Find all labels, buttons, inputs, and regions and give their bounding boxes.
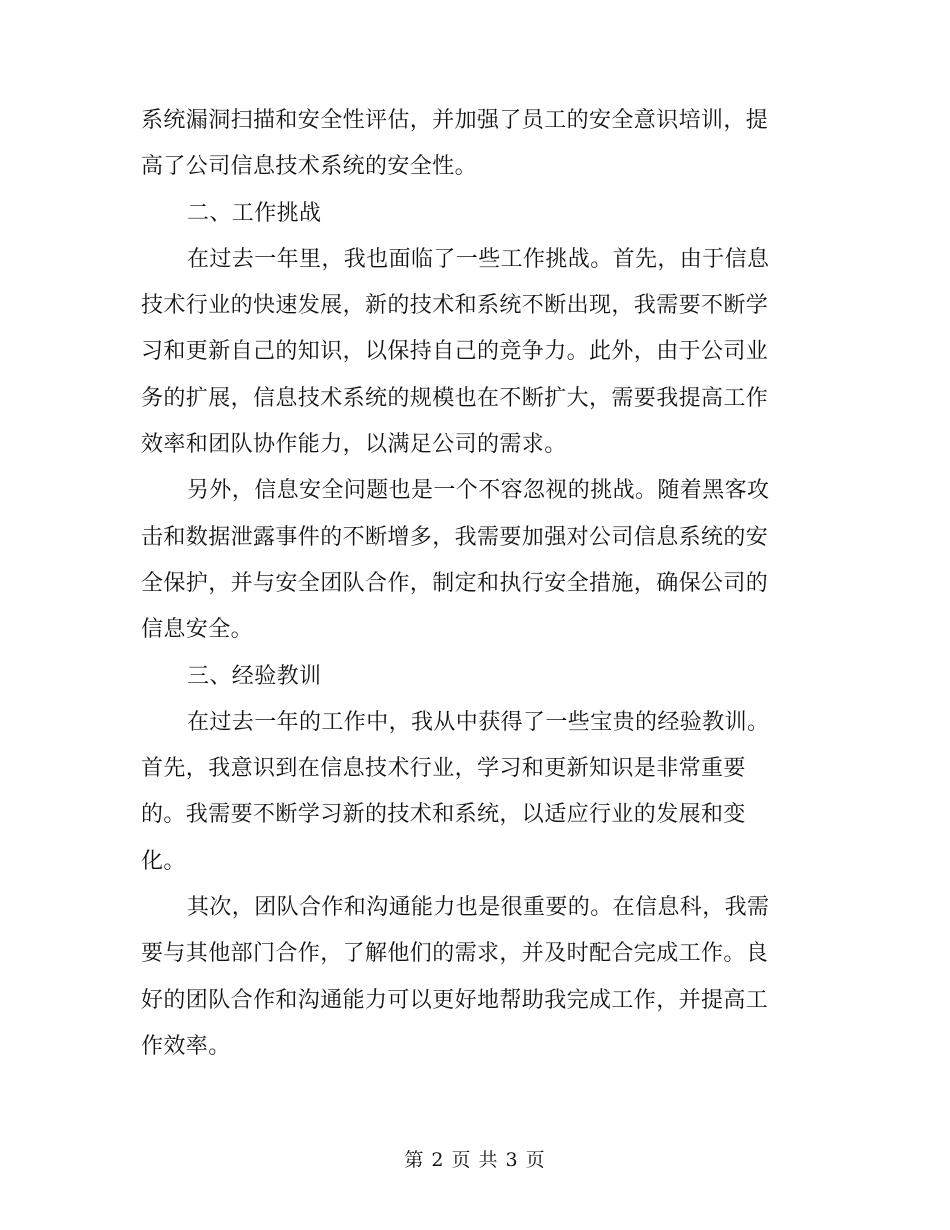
text-line: 信息安全。 xyxy=(141,617,254,643)
text-line: 的。我需要不断学习新的技术和系统，以适应行业的发展和变 xyxy=(141,802,746,828)
document-body xyxy=(141,98,806,1070)
text-line: 作效率。 xyxy=(141,1033,231,1059)
section-heading-lessons: 三、经验教训 xyxy=(187,663,322,689)
text-line: 其次，团队合作和沟通能力也是很重要的。在信息科，我需 xyxy=(187,895,770,921)
text-line: 全保护，并与安全团队合作，制定和执行安全措施，确保公司的 xyxy=(141,570,769,596)
text-line: 效率和团队协作能力，以满足公司的需求。 xyxy=(141,432,567,458)
text-line: 习和更新自己的知识，以保持自己的竞争力。此外，由于公司业 xyxy=(141,339,769,365)
text-line: 务的扩展，信息技术系统的规模也在不断扩大，需要我提高工作 xyxy=(141,385,769,411)
text-line: 系统漏洞扫描和安全性评估，并加强了员工的安全意识培训，提 xyxy=(141,108,769,133)
text-line: 首先，我意识到在信息技术行业，学习和更新知识是非常重要 xyxy=(141,756,746,782)
text-line: 要与其他部门合作，了解他们的需求，并及时配合完成工作。良 xyxy=(141,941,769,967)
text-line: 技术行业的快速发展，新的技术和系统不断出现，我需要不断学 xyxy=(141,293,769,319)
text-line: 在过去一年里，我也面临了一些工作挑战。首先，由于信息 xyxy=(187,246,770,272)
text-line: 高了公司信息技术系统的安全性。 xyxy=(141,154,478,180)
text-line: 化。 xyxy=(141,848,186,874)
text-line: 在过去一年的工作中，我从中获得了一些宝贵的经验教训。 xyxy=(187,709,770,735)
section-heading-challenges: 二、工作挑战 xyxy=(187,200,322,226)
text-line: 击和数据泄露事件的不断增多，我需要加强对公司信息系统的安 xyxy=(141,524,769,550)
text-line: 另外，信息安全问题也是一个不容忽视的挑战。随着黑客攻 xyxy=(187,478,770,504)
page-number-footer: 第 2 页 共 3 页 xyxy=(404,1149,546,1171)
text-line: 好的团队合作和沟通能力可以更好地帮助我完成工作，并提高工 xyxy=(141,987,769,1013)
